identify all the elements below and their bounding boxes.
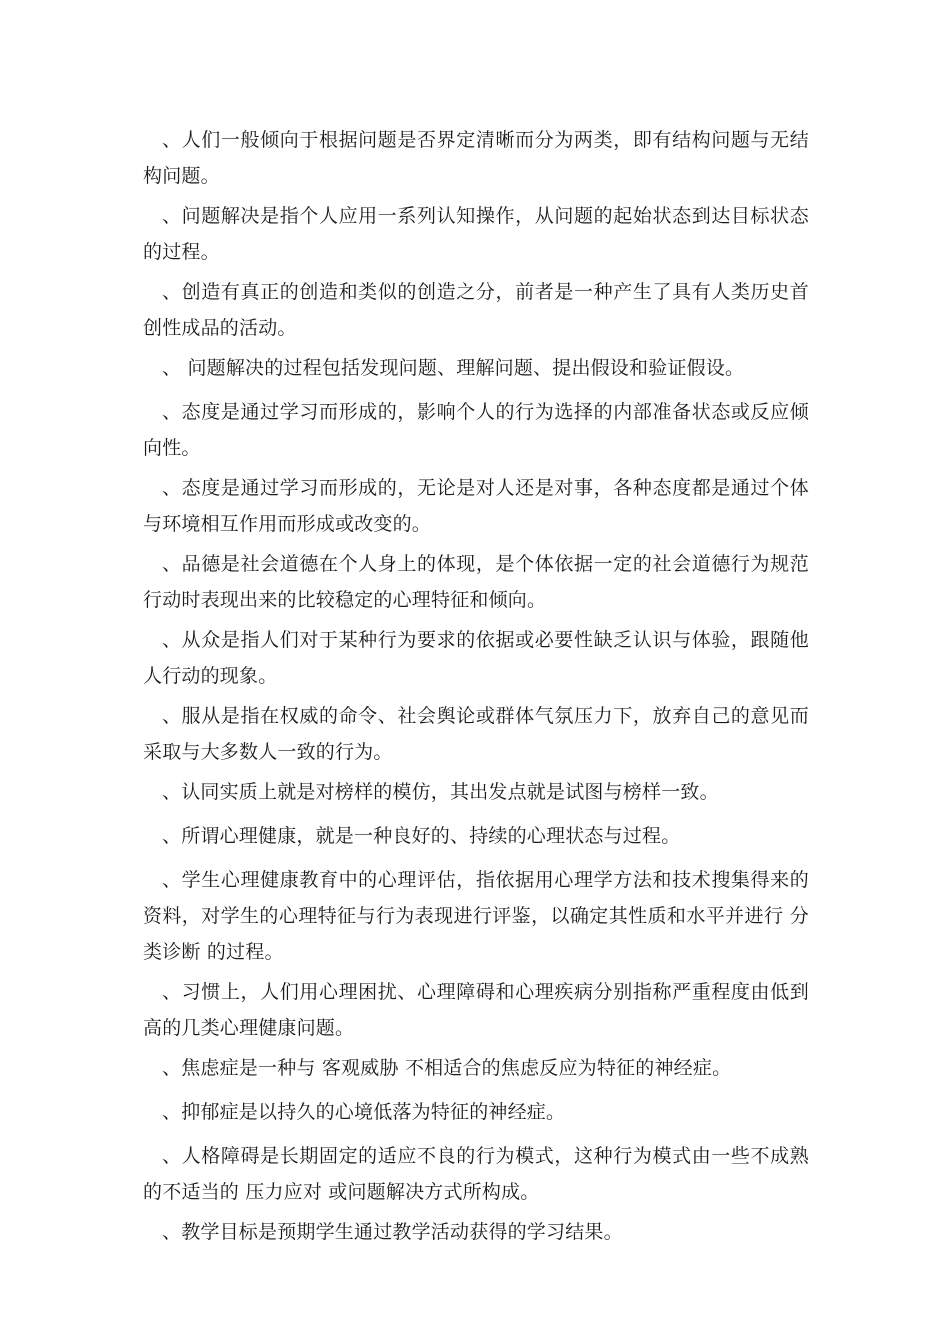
paragraph-10: 、认同实质上就是对榜样的模仿，其出发点就是试图与榜样一致。	[162, 781, 719, 803]
paragraph-7: 、品德是社会道德在个人身上的体现，是个体依据一定的社会道德行为规范行动时表现出来的比较稳定的心理特征和倾向。	[143, 553, 809, 611]
paragraph-9: 、服从是指在权威的命令、社会舆论或群体气氛压力下，放弃自己的意见而采取与大多数人一致的行为。	[143, 705, 809, 763]
paragraph-15: 、抑郁症是以持久的心境低落为特征的神经症。	[162, 1101, 566, 1123]
paragraph-8: 、从众是指人们对于某种行为要求的依据或必要性缺乏认识与体验，跟随他人行动的现象。	[143, 629, 809, 687]
paragraph-12: 、学生心理健康教育中的心理评估，指依据用心理学方法和技术搜集得来的资料，对学生的心理特征与行为表现进行评鉴，以确定其性质和水平并进行 分类诊断 的过程。	[143, 869, 809, 963]
paragraph-14: 、焦虑症是一种与 客观威胁 不相适合的焦虑反应为特征的神经症。	[162, 1057, 732, 1079]
paragraph-3: 、创造有真正的创造和类似的创造之分，前者是一种产生了具有人类历史首创性成品的活动。	[143, 281, 809, 339]
document-body	[143, 122, 809, 1258]
paragraph-4: 、 问题解决的过程包括发现问题、理解问题、提出假设和验证假设。	[162, 357, 745, 379]
paragraph-17: 、教学目标是预期学生通过教学活动获得的学习结果。	[162, 1221, 623, 1243]
paragraph-2: 、问题解决是指个人应用一系列认知操作，从问题的起始状态到达目标状态的过程。	[143, 205, 809, 263]
paragraph-1: 、人们一般倾向于根据问题是否界定清晰而分为两类，即有结构问题与无结构问题。	[143, 129, 809, 187]
paragraph-16: 、人格障碍是长期固定的适应不良的行为模式，这种行为模式由一些不成熟的不适当的 压力应对 或问题解决方式所构成。	[143, 1145, 809, 1203]
paragraph-11: 、所谓心理健康，就是一种良好的、持续的心理状态与过程。	[162, 825, 681, 847]
paragraph-5: 、态度是通过学习而形成的，影响个人的行为选择的内部准备状态或反应倾向性。	[143, 401, 809, 459]
paragraph-13: 、习惯上，人们用心理困扰、心理障碍和心理疾病分别指称严重程度由低到高的几类心理健康问题。	[143, 981, 809, 1039]
paragraph-6: 、态度是通过学习而形成的，无论是对人还是对事，各种态度都是通过个体与环境相互作用而形成或改变的。	[143, 477, 809, 535]
